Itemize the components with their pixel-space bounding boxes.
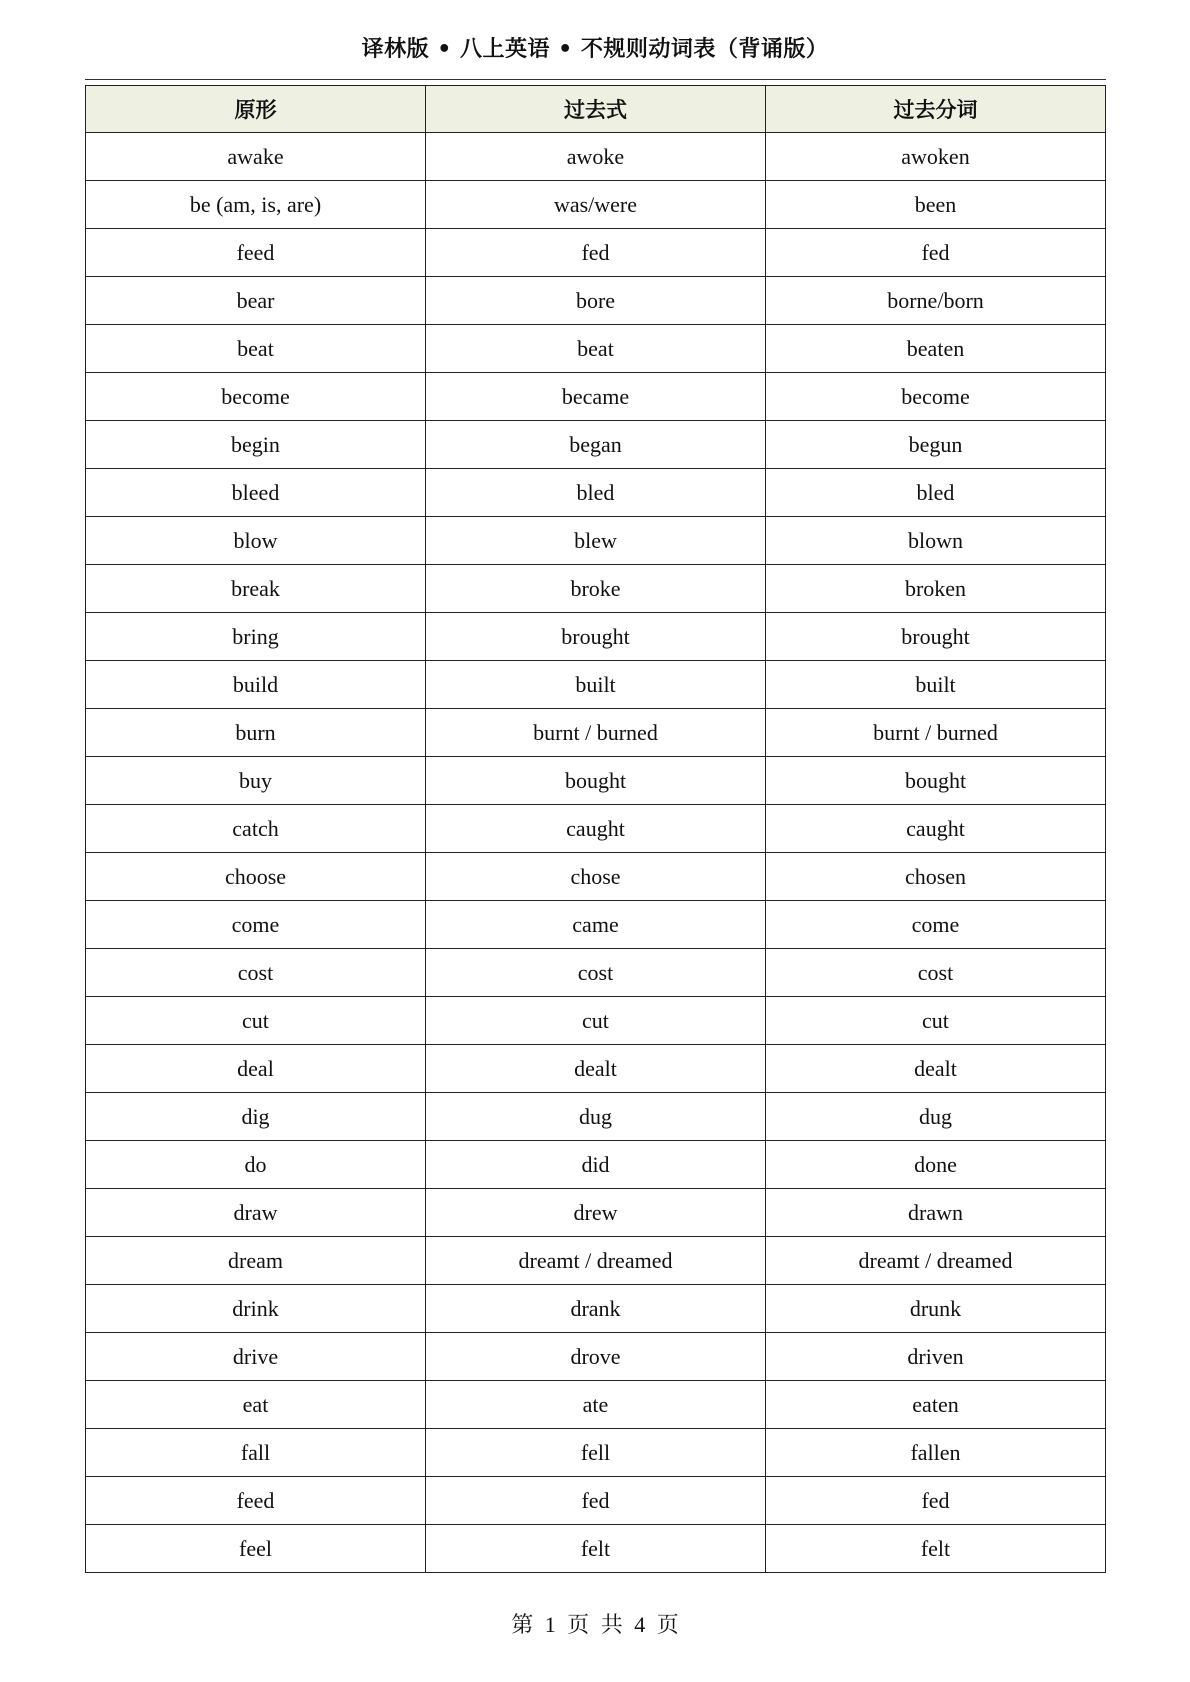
table-row xyxy=(86,1285,1106,1333)
cell-base-form: draw xyxy=(86,1189,426,1237)
cell-past-tense: broke xyxy=(426,565,766,613)
cell-past-tense: became xyxy=(426,373,766,421)
cell-past-tense: felt xyxy=(426,1525,766,1573)
cell-base-form: become xyxy=(86,373,426,421)
cell-past-tense: fell xyxy=(426,1429,766,1477)
cell-past-tense: came xyxy=(426,901,766,949)
cell-past-participle: begun xyxy=(766,421,1106,469)
table-row xyxy=(86,1429,1106,1477)
table-row xyxy=(86,181,1106,229)
cell-past-participle: dealt xyxy=(766,1045,1106,1093)
cell-past-tense: ate xyxy=(426,1381,766,1429)
cell-past-participle: cut xyxy=(766,997,1106,1045)
table-header-row xyxy=(86,86,1106,133)
cell-past-tense: fed xyxy=(426,229,766,277)
cell-past-tense: drew xyxy=(426,1189,766,1237)
cell-base-form: choose xyxy=(86,853,426,901)
table-row xyxy=(86,1477,1106,1525)
table-row xyxy=(86,997,1106,1045)
table-row xyxy=(86,421,1106,469)
cell-past-participle: been xyxy=(766,181,1106,229)
table-row xyxy=(86,1381,1106,1429)
cell-past-participle: drunk xyxy=(766,1285,1106,1333)
cell-past-tense: dug xyxy=(426,1093,766,1141)
cell-past-participle: come xyxy=(766,901,1106,949)
cell-past-tense: blew xyxy=(426,517,766,565)
cell-base-form: do xyxy=(86,1141,426,1189)
table-row xyxy=(86,1045,1106,1093)
cell-base-form: bring xyxy=(86,613,426,661)
table-row xyxy=(86,517,1106,565)
cell-past-participle: awoken xyxy=(766,133,1106,181)
cell-past-participle: fallen xyxy=(766,1429,1106,1477)
cell-past-tense: began xyxy=(426,421,766,469)
cell-past-participle: driven xyxy=(766,1333,1106,1381)
table-row xyxy=(86,1189,1106,1237)
cell-base-form: catch xyxy=(86,805,426,853)
table-row xyxy=(86,901,1106,949)
table-row xyxy=(86,325,1106,373)
cell-base-form: feel xyxy=(86,1525,426,1573)
cell-base-form: burn xyxy=(86,709,426,757)
cell-past-tense: drove xyxy=(426,1333,766,1381)
cell-base-form: feed xyxy=(86,229,426,277)
table-row xyxy=(86,949,1106,997)
cell-past-participle: burnt / burned xyxy=(766,709,1106,757)
cell-base-form: begin xyxy=(86,421,426,469)
cell-base-form: eat xyxy=(86,1381,426,1429)
cell-base-form: buy xyxy=(86,757,426,805)
table-row xyxy=(86,613,1106,661)
cell-past-participle: borne/born xyxy=(766,277,1106,325)
cell-base-form: drink xyxy=(86,1285,426,1333)
table-body xyxy=(86,133,1106,1573)
cell-past-participle: fed xyxy=(766,229,1106,277)
cell-base-form: beat xyxy=(86,325,426,373)
cell-past-participle: bled xyxy=(766,469,1106,517)
cell-past-participle: eaten xyxy=(766,1381,1106,1429)
cell-past-participle: brought xyxy=(766,613,1106,661)
cell-past-participle: broken xyxy=(766,565,1106,613)
table-row xyxy=(86,853,1106,901)
table-row xyxy=(86,565,1106,613)
title-divider xyxy=(85,79,1106,80)
cell-base-form: dig xyxy=(86,1093,426,1141)
table-row xyxy=(86,757,1106,805)
table-row xyxy=(86,709,1106,757)
table-row xyxy=(86,277,1106,325)
cell-past-participle: dreamt / dreamed xyxy=(766,1237,1106,1285)
cell-past-participle: built xyxy=(766,661,1106,709)
cell-past-participle: cost xyxy=(766,949,1106,997)
cell-past-tense: brought xyxy=(426,613,766,661)
cell-past-tense: bore xyxy=(426,277,766,325)
cell-base-form: feed xyxy=(86,1477,426,1525)
cell-base-form: blow xyxy=(86,517,426,565)
table-row xyxy=(86,805,1106,853)
page-title: 译林版 • 八上英语 • 不规则动词表（背诵版） xyxy=(361,37,829,62)
cell-base-form: bleed xyxy=(86,469,426,517)
cell-base-form: cost xyxy=(86,949,426,997)
cell-past-participle: chosen xyxy=(766,853,1106,901)
cell-past-tense: caught xyxy=(426,805,766,853)
cell-past-tense: chose xyxy=(426,853,766,901)
irregular-verb-table xyxy=(85,85,1106,1573)
cell-past-tense: beat xyxy=(426,325,766,373)
cell-past-tense: bought xyxy=(426,757,766,805)
cell-past-participle: fed xyxy=(766,1477,1106,1525)
cell-base-form: cut xyxy=(86,997,426,1045)
table-row xyxy=(86,229,1106,277)
table-row xyxy=(86,373,1106,421)
cell-base-form: break xyxy=(86,565,426,613)
cell-past-tense: bled xyxy=(426,469,766,517)
cell-base-form: bear xyxy=(86,277,426,325)
table-row xyxy=(86,1093,1106,1141)
cell-past-tense: was/were xyxy=(426,181,766,229)
cell-base-form: fall xyxy=(86,1429,426,1477)
cell-past-tense: cut xyxy=(426,997,766,1045)
table-row xyxy=(86,469,1106,517)
cell-base-form: build xyxy=(86,661,426,709)
cell-past-participle: become xyxy=(766,373,1106,421)
cell-past-tense: fed xyxy=(426,1477,766,1525)
cell-past-participle: blown xyxy=(766,517,1106,565)
table-row xyxy=(86,1333,1106,1381)
cell-past-tense: cost xyxy=(426,949,766,997)
header-past-tense: 过去式 xyxy=(426,86,766,133)
cell-base-form: be (am, is, are) xyxy=(86,181,426,229)
cell-base-form: deal xyxy=(86,1045,426,1093)
table-row xyxy=(86,661,1106,709)
cell-past-participle: bought xyxy=(766,757,1106,805)
cell-past-participle: drawn xyxy=(766,1189,1106,1237)
cell-past-participle: caught xyxy=(766,805,1106,853)
cell-past-participle: dug xyxy=(766,1093,1106,1141)
cell-past-tense: built xyxy=(426,661,766,709)
table-row xyxy=(86,1141,1106,1189)
header-base-form: 原形 xyxy=(86,86,426,133)
cell-base-form: come xyxy=(86,901,426,949)
cell-past-tense: burnt / burned xyxy=(426,709,766,757)
cell-past-participle: beaten xyxy=(766,325,1106,373)
cell-base-form: drive xyxy=(86,1333,426,1381)
table-header xyxy=(86,86,1106,133)
cell-past-participle: felt xyxy=(766,1525,1106,1573)
header-past-participle: 过去分词 xyxy=(766,86,1106,133)
table-row xyxy=(86,1525,1106,1573)
cell-past-tense: dreamt / dreamed xyxy=(426,1237,766,1285)
cell-past-tense: awoke xyxy=(426,133,766,181)
cell-past-participle: done xyxy=(766,1141,1106,1189)
cell-past-tense: dealt xyxy=(426,1045,766,1093)
cell-past-tense: drank xyxy=(426,1285,766,1333)
page-footer: 第 1 页 共 4 页 xyxy=(511,1612,679,1637)
table-row xyxy=(86,133,1106,181)
cell-base-form: dream xyxy=(86,1237,426,1285)
table-row xyxy=(86,1237,1106,1285)
cell-past-tense: did xyxy=(426,1141,766,1189)
cell-base-form: awake xyxy=(86,133,426,181)
